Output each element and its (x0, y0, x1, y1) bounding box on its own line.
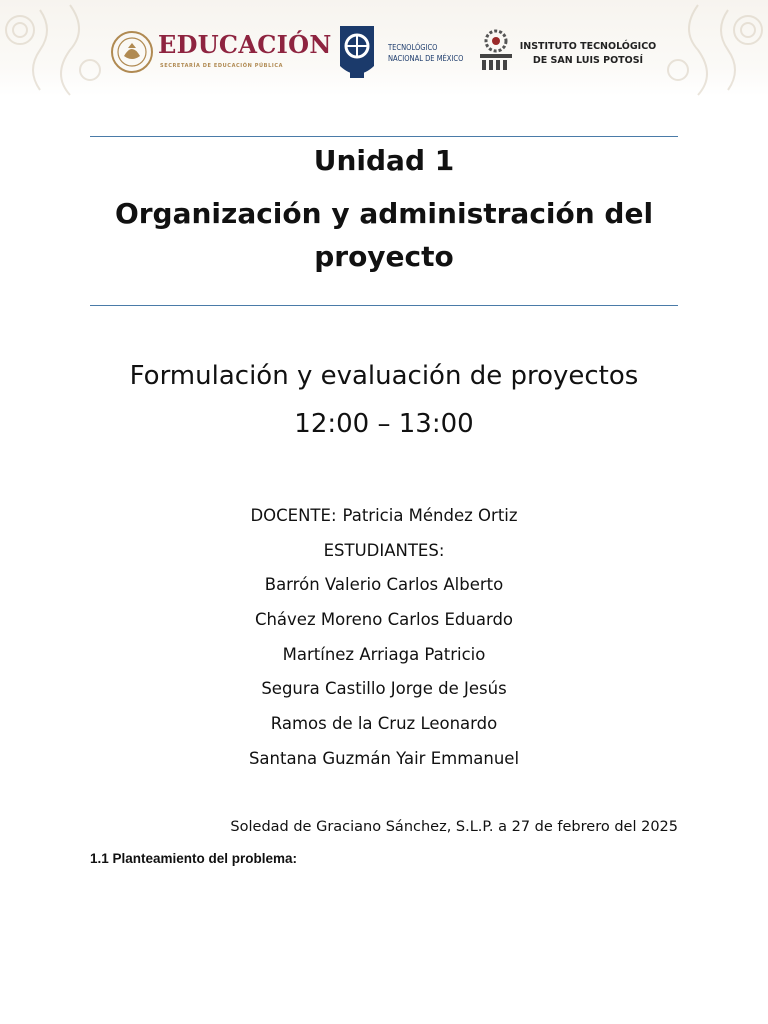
tecnm-logo-line2: NACIONAL DE MÉXICO (388, 54, 464, 63)
students-label: ESTUDIANTES: (323, 540, 445, 560)
section-heading: 1.1 Planteamiento del problema: (90, 851, 298, 866)
student-name: Segura Castillo Jorge de Jesús (261, 679, 507, 699)
educacion-logo (110, 28, 332, 80)
tecnm-logo (336, 22, 464, 84)
title-rule-bottom (90, 305, 678, 306)
ornament-right-icon (658, 0, 768, 96)
tecnm-logo-line1: TECNOLÓGICO (388, 43, 438, 52)
student-name: Santana Guzmán Yair Emmanuel (248, 748, 520, 768)
teacher-name: Patricia Méndez Ortiz (342, 506, 518, 525)
title-rule-top (90, 136, 678, 137)
teacher-label: DOCENTE: (250, 506, 337, 525)
student-name: Chávez Moreno Carlos Eduardo (254, 610, 514, 630)
itslp-logo-line1: INSTITUTO TECNOLÓGICO (519, 41, 657, 52)
place-date: Soledad de Graciano Sánchez, S.L.P. a 27 de febrero del 2025 (230, 819, 678, 835)
itslp-logo-text (518, 40, 658, 68)
unit-heading: Unidad 1 (313, 144, 455, 177)
student-name: Ramos de la Cruz Leonardo (270, 714, 498, 734)
mexico-seal-icon (110, 30, 154, 74)
tecnm-logo-text (388, 42, 464, 64)
course-name: Formulación y evaluación de proyectos (129, 361, 639, 391)
student-name: Martínez Arriaga Patricio (282, 644, 486, 664)
class-schedule: 12:00 – 13:00 (294, 409, 474, 439)
student-name: Barrón Valerio Carlos Alberto (264, 575, 504, 595)
educacion-logo-subtitle: SECRETARÍA DE EDUCACIÓN PÚBLICA (160, 63, 284, 69)
itslp-logo (478, 28, 658, 74)
teacher-line (90, 504, 678, 539)
itslp-logo-line2: DE SAN LUIS POTOSÍ (532, 55, 644, 66)
educacion-logo-name: EDUCACIÓN (158, 30, 332, 59)
document-title: Organización y administración del proyecto (114, 197, 654, 273)
itslp-emblem-icon (478, 28, 514, 72)
people-block (90, 504, 678, 782)
ornament-left-icon (0, 0, 110, 96)
tecnm-emblem-icon (336, 22, 378, 84)
